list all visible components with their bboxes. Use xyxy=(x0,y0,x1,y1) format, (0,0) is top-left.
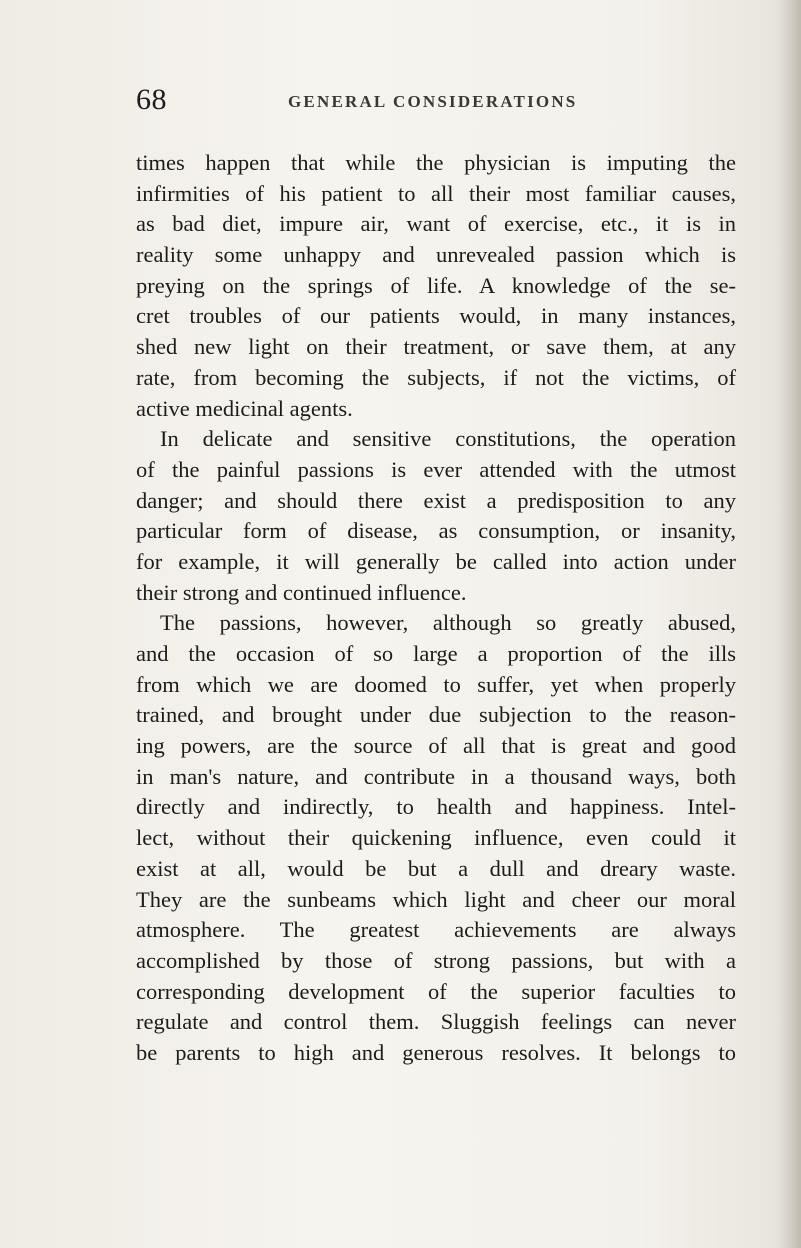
text-line: times happen that while the physician is imputing the xyxy=(136,150,736,175)
text-line: rate, from becoming the subjects, if not the victims, of xyxy=(136,364,736,390)
text-line: ing powers, are the source of all that is great and good xyxy=(136,733,736,759)
text-line: infirmities of his patient to all their most familiar causes, xyxy=(136,180,736,206)
text-line: in man's nature, and contribute in a thousand ways, both xyxy=(136,763,736,789)
page-header xyxy=(136,82,736,118)
text-line: accomplished by those of strong passions, but with a xyxy=(136,947,736,973)
text-line: reality some unhappy and unrevealed passion which is xyxy=(136,242,736,268)
text-line: of the painful passions is ever attended with the utmost xyxy=(136,456,736,482)
text-line: danger; and should there exist a predisposition to any xyxy=(136,487,736,513)
text-line: lect, without their quickening influence, even could it xyxy=(136,825,736,851)
paragraph xyxy=(136,148,736,424)
text-line: preying on the springs of life. A knowledge of the se- xyxy=(136,272,736,298)
text-line: directly and indirectly, to health and happiness. Intel- xyxy=(136,794,736,820)
text-line: be parents to high and generous resolves. It belongs to xyxy=(136,1039,736,1065)
text-line: exist at all, would be but a dull and dreary waste. xyxy=(136,855,736,881)
text-line: regulate and control them. Sluggish feelings can never xyxy=(136,1009,736,1035)
text-line: their strong and continued influence. xyxy=(136,579,467,605)
paragraph xyxy=(136,424,736,608)
text-line: from which we are doomed to suffer, yet when properly xyxy=(136,671,736,697)
page-edge-shadow xyxy=(779,0,801,1248)
text-line: They are the sunbeams which light and cheer our moral xyxy=(136,886,736,912)
text-line: The passions, however, although so greatly abused, xyxy=(160,610,736,636)
text-line: as bad diet, impure air, want of exercise, etc., it is in xyxy=(136,211,736,237)
text-line: shed new light on their treatment, or save them, at any xyxy=(136,334,736,360)
text-line: and the occasion of so large a proportion of the ills xyxy=(136,641,736,666)
text-line: particular form of disease, as consumption, or insanity, xyxy=(136,518,736,544)
text-line: active medicinal agents. xyxy=(136,395,353,421)
running-head: GENERAL CONSIDERATIONS xyxy=(288,92,578,111)
paragraph xyxy=(136,608,736,1068)
body-text xyxy=(136,148,736,1069)
page-number: 68 xyxy=(136,83,167,116)
text-line: cret troubles of our patients would, in many instances, xyxy=(136,303,736,329)
text-line: trained, and brought under due subjection to the reason- xyxy=(136,702,736,728)
text-line: corresponding development of the superior faculties to xyxy=(136,978,736,1004)
text-line: In delicate and sensitive constitutions, the operation xyxy=(160,426,736,452)
text-line: for example, it will generally be called into action under xyxy=(136,548,736,574)
text-line: atmosphere. The greatest achievements are always xyxy=(136,917,736,943)
